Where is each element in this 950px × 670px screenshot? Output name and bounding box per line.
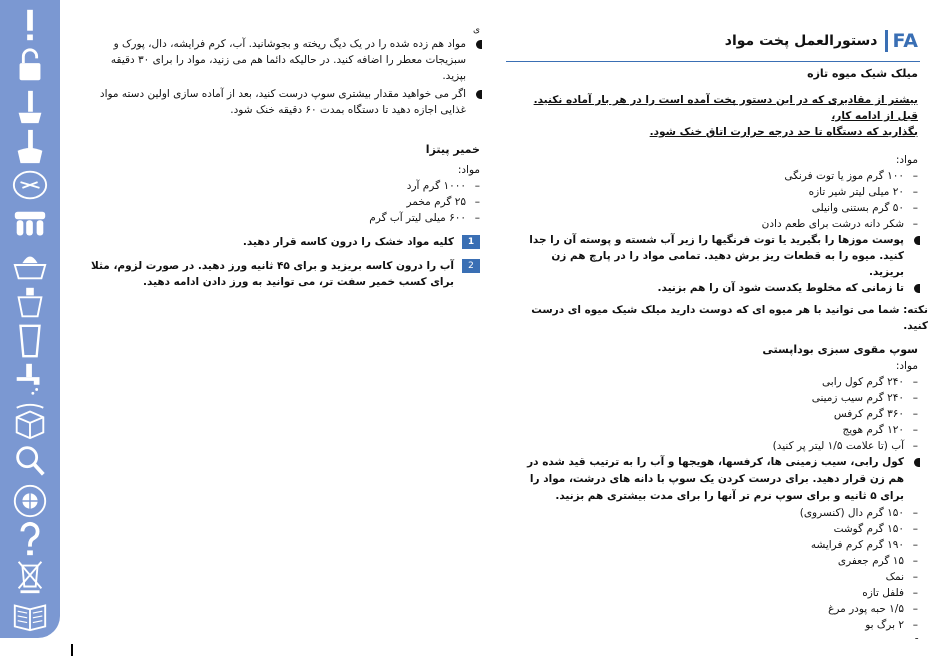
list-item: پوست موزها را بگیرید یا توت فرنگیها را زیر آب شسته و پوسته آن را جدا کنید. میوه را به قطعات ریز برش دهید. تمامی مواد را در پارچ هم زن بریزید. [520, 232, 918, 280]
storage-box-icon[interactable] [10, 402, 50, 440]
list-item: – نمک [520, 569, 918, 585]
list-item: – ۵۰ گرم بستنی وانیلی [520, 200, 918, 216]
step-1 [85, 234, 480, 250]
unlock-icon[interactable] [10, 46, 50, 84]
tip-text: نکته: شما می توانید با هر میوه ای که دوست دارید میلک شیک میوه ای درست کنید. [531, 304, 928, 332]
list-item: – ۱۵ گرم جعفری [520, 553, 918, 569]
bowl-icon[interactable] [10, 284, 50, 322]
milkshake-intro [520, 92, 918, 140]
page-title: دستورالعمل پخت مواد [724, 33, 878, 49]
ingredients-label: مواد: [895, 360, 918, 372]
attachments-icon[interactable] [10, 206, 50, 244]
ingredients-label: مواد: [895, 154, 918, 166]
list-item: – ۱۰۰ گرم موز یا توت فرنگی [520, 168, 918, 184]
list-item: – ۲۴۰ گرم سیب زمینی [520, 390, 918, 406]
list-item: – ۱/۵ حبه پودر مرغ [520, 601, 918, 617]
section-header [725, 30, 918, 52]
milkshake-title: میلک شیک میوه تازه [807, 67, 918, 80]
list-item: – ۱۲۰ گرم هویج [520, 422, 918, 438]
list-item: – ۲ برگ بو [520, 617, 918, 633]
header-rule [506, 61, 920, 62]
ingredients-label: مواد: [457, 164, 480, 176]
step-text: آب را درون کاسه بریزید و برای ۴۵ ثانیه ورز دهید. در صورت لزوم، مثلا برای کسب خمیر سفت تر، می توانید به ورز دادن ادامه دهید. [91, 260, 454, 288]
citrus-press-icon[interactable] [10, 246, 50, 284]
worldwide-guarantee-icon[interactable] [10, 482, 50, 520]
list-item: اگر می خواهید مقدار بیشتری سوپ درست کنید، بعد از آماده سازی اولین دسته مواد غذایی اجازه دهید تا دستگاه بمدت ۶۰ دقیقه خنک شود. [85, 86, 480, 118]
list-item: – ۱۵۰ گرم دال (کنسروی) [520, 505, 918, 521]
page-marker [71, 644, 73, 656]
list-item: مواد هم زده شده را در یک دیگ ریخته و بجوشانید. آب، کرم فرایشه، دال، پورک و سبزیجات معطر را اضافه کنید. در حالیکه دائما هم می زنید، مواد را برای ۳۰ دقیقه بپزید. [85, 36, 480, 84]
search-icon[interactable] [10, 442, 50, 480]
list-item: تا زمانی که مخلوط یکدست شود آن را هم بزنید. [520, 280, 918, 296]
list-item: – فلفل تازه [520, 585, 918, 601]
soup-title: سوپ مقوی سبزی بوداپستی [762, 343, 918, 356]
tap-cleaning-icon[interactable] [10, 360, 50, 398]
intro-line: بگذارید که دستگاه تا حد درجه حرارت اتاق خنک شود. [649, 126, 918, 138]
blender-jar-icon[interactable] [10, 128, 50, 166]
list-item: – ۲۴۰ گرم کول رابی [520, 374, 918, 390]
blender-base-icon[interactable] [10, 88, 50, 126]
list-item: کول رابی، سیب زمینی ها، کرفسها، هویجها و آب را به ترتیب قید شده در هم زن قرار دهید. برای درست کردن یک سوپ با دانه های درشت، مواد را برای ۵ ثانیه و برای سوپ نرم تر آنها را برای مدت بیشتری هم بزنید. [520, 454, 918, 505]
disc-icon[interactable] [10, 166, 50, 204]
pizza-title: خمیر پیتزا [425, 143, 480, 156]
step-number: 1 [462, 235, 480, 249]
left-column [85, 22, 480, 290]
list-item: – ۱۵۰ گرم گوشت [520, 521, 918, 537]
intro-line: بیشتر از مقادیری که در این دستور پخت آمده است را در هر بار آماده نکنید. قبل از ادامه کار، [533, 94, 918, 122]
list-item: – ۲۵ گرم مخمر [85, 194, 480, 210]
right-column [520, 66, 928, 642]
warning-icon[interactable] [10, 6, 50, 44]
list-item: – ۶۰۰ میلی لیتر آب گرم [85, 210, 480, 226]
list-item: – شکر دانه درشت برای طعم دادن [520, 216, 918, 232]
list-item: – ۳۶۰ گرم کرفس [520, 406, 918, 422]
question-icon[interactable] [10, 520, 50, 558]
jug-icon[interactable] [10, 322, 50, 360]
manual-book-icon[interactable] [10, 596, 50, 634]
page-fragment: ی [472, 25, 480, 35]
list-item: – ۲۰ میلی لیتر شیر تازه [520, 184, 918, 200]
language-tag: FA [885, 30, 918, 52]
list-item: – آب (تا علامت ۱/۵ لیتر پر کنید) [520, 438, 918, 454]
recycle-bin-icon[interactable] [10, 558, 50, 596]
page-fragment: ـ [915, 632, 918, 642]
sidebar [0, 0, 60, 638]
list-item: – ۱۰۰۰ گرم آرد [85, 178, 480, 194]
step-2 [85, 258, 480, 290]
step-number: 2 [462, 259, 480, 273]
step-text: کلیه مواد خشک را درون کاسه قرار دهید. [242, 236, 454, 248]
list-item: – ۱۹۰ گرم کرم فرایشه [520, 537, 918, 553]
